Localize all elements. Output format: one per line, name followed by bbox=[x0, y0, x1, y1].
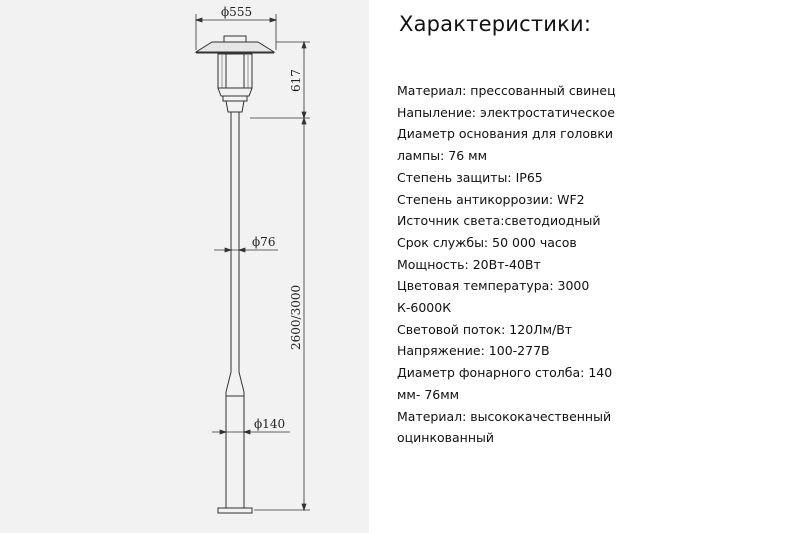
spec-line: Срок службы: 50 000 часов bbox=[397, 234, 577, 250]
specs-panel bbox=[369, 0, 800, 533]
spec-line: мм- 76мм bbox=[397, 386, 460, 402]
dim-top-diameter-label: ϕ555 bbox=[221, 5, 253, 19]
spec-line: Диаметр основания для головки bbox=[397, 126, 614, 142]
spec-line: Материал: высококачественный bbox=[397, 408, 612, 424]
spec-line: Материал: прессованный свинец bbox=[397, 83, 616, 98]
pole-base-plate bbox=[218, 508, 252, 513]
spec-line: Световой поток: 120Лм/Вт bbox=[397, 321, 573, 337]
spec-line: Степень защиты: IP65 bbox=[397, 169, 543, 185]
lamp-base bbox=[218, 88, 252, 96]
spec-line: Диаметр фонарного столба: 140 bbox=[397, 365, 613, 381]
lamp-head bbox=[196, 36, 274, 112]
lamp-glass bbox=[218, 54, 252, 88]
spec-line: Источник света:светодиодный bbox=[397, 213, 601, 229]
spec-line: Цветовая температура: 3000 bbox=[397, 278, 590, 294]
spec-line: Напыление: электростатическое bbox=[397, 104, 615, 120]
lamp-cap bbox=[224, 36, 246, 42]
spec-line: Мощность: 20Вт-40Вт bbox=[397, 256, 541, 272]
lamp-drawing-panel bbox=[0, 0, 369, 533]
spec-line: оцинкованный bbox=[397, 430, 495, 446]
lamp-shade bbox=[196, 42, 274, 52]
spec-line: Напряжение: 100-277В bbox=[397, 343, 550, 359]
specs-title: Характеристики: bbox=[399, 12, 592, 36]
dim-head-height-label: 617 bbox=[289, 69, 303, 92]
dim-pole-height-label: 2600/3000 bbox=[289, 284, 303, 350]
lamp-pole bbox=[218, 112, 252, 513]
lamp-post-drawing bbox=[0, 0, 369, 533]
specs-list bbox=[397, 80, 792, 449]
spec-line: Степень антикоррозии: WF2 bbox=[397, 191, 585, 207]
spec-line: К-6000К bbox=[397, 300, 452, 316]
spec-line: лампы: 76 мм bbox=[397, 148, 488, 164]
dim-upper-pole-diameter-label: ϕ76 bbox=[252, 235, 276, 249]
dim-lower-pole-diameter-label: ϕ140 bbox=[254, 417, 286, 431]
